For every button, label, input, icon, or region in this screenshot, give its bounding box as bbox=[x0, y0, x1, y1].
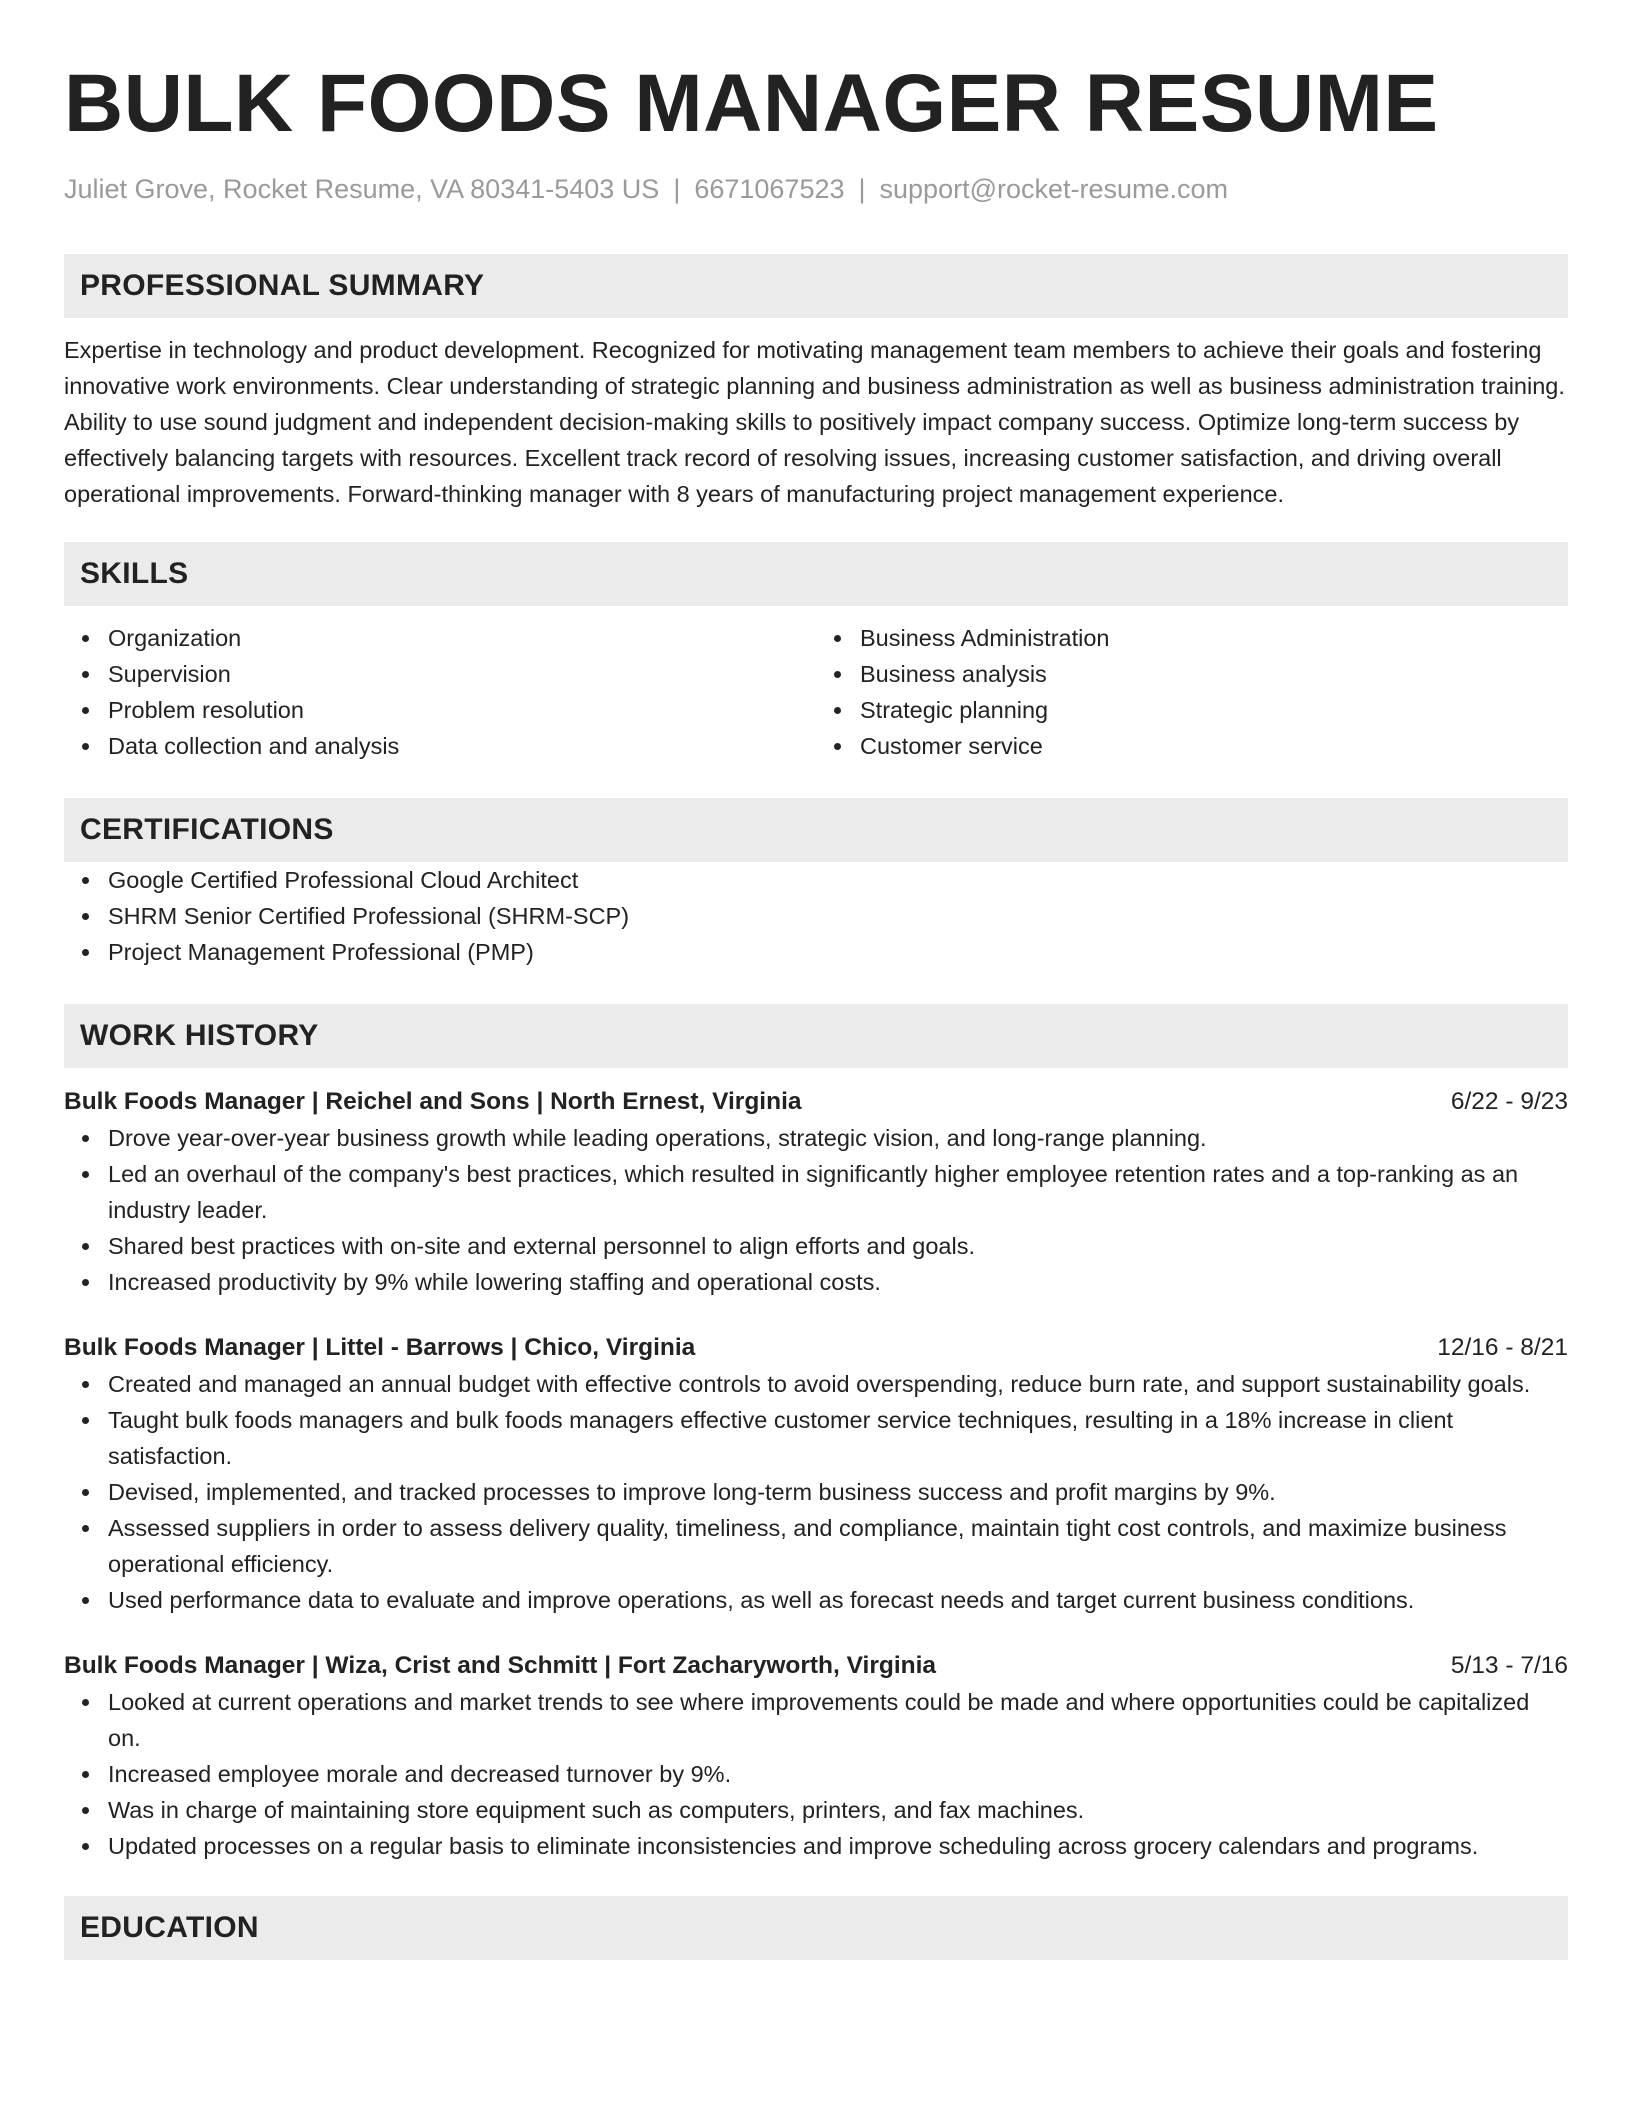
job-title: Bulk Foods Manager | Reichel and Sons | North Ernest, Virginia bbox=[64, 1088, 802, 1115]
job-bullet-list bbox=[64, 1684, 1568, 1864]
skills-list-right bbox=[816, 620, 1568, 764]
job-header bbox=[64, 1648, 1568, 1684]
bullet-dot-icon bbox=[82, 1135, 89, 1142]
job-entry bbox=[64, 1330, 1568, 1618]
skills-list-left bbox=[64, 620, 816, 764]
bullet-dot-icon bbox=[82, 707, 89, 714]
bullet-dot-icon bbox=[82, 1699, 89, 1706]
job-bullet-text: Devised, implemented, and tracked processes to improve long-term business success and profit margins by 9%. bbox=[108, 1479, 1276, 1505]
job-bullet bbox=[108, 1756, 1568, 1792]
job-title: Bulk Foods Manager | Littel - Barrows | Chico, Virginia bbox=[64, 1334, 696, 1361]
contact-separator: | bbox=[673, 174, 681, 204]
certification-item-text: Google Certified Professional Cloud Architect bbox=[108, 867, 579, 893]
bullet-dot-icon bbox=[82, 671, 89, 678]
job-bullet-list bbox=[64, 1366, 1568, 1618]
skill-item-text: Supervision bbox=[108, 661, 231, 687]
skill-item-text: Customer service bbox=[860, 733, 1043, 759]
bullet-dot-icon bbox=[82, 743, 89, 750]
job-bullet-text: Taught bulk foods managers and bulk foods managers effective customer service techniques, resulting in a 18% increase in client satisfaction. bbox=[108, 1407, 1454, 1469]
skill-item-text: Problem resolution bbox=[108, 697, 304, 723]
job-bullet-text: Shared best practices with on-site and external personnel to align efforts and goals. bbox=[108, 1233, 975, 1259]
job-entry bbox=[64, 1648, 1568, 1864]
certifications-heading: CERTIFICATIONS bbox=[64, 798, 1568, 862]
skill-item-text: Organization bbox=[108, 625, 242, 651]
bullet-dot-icon bbox=[82, 1381, 89, 1388]
skill-item-text: Business analysis bbox=[860, 661, 1047, 687]
bullet-dot-icon bbox=[82, 877, 89, 884]
job-bullet bbox=[108, 1228, 1568, 1264]
skill-item-text: Business Administration bbox=[860, 625, 1110, 651]
job-bullet-text: Created and managed an annual budget with effective controls to avoid overspending, reduce burn rate, and support sustainability goals. bbox=[108, 1371, 1531, 1397]
job-bullet bbox=[108, 1792, 1568, 1828]
summary-heading: PROFESSIONAL SUMMARY bbox=[64, 254, 1568, 318]
job-dates: 5/13 - 7/16 bbox=[1450, 1652, 1568, 1679]
bullet-dot-icon bbox=[834, 707, 841, 714]
bullet-dot-icon bbox=[834, 743, 841, 750]
contact-phone: 6671067523 bbox=[694, 174, 845, 204]
job-bullet bbox=[108, 1582, 1568, 1618]
job-title: Bulk Foods Manager | Wiza, Crist and Schmitt | Fort Zacharyworth, Virginia bbox=[64, 1652, 937, 1679]
job-header bbox=[64, 1084, 1568, 1120]
skills-grid bbox=[64, 620, 1568, 764]
bullet-dot-icon bbox=[82, 1171, 89, 1178]
job-bullet-text: Updated processes on a regular basis to eliminate inconsistencies and improve scheduling across grocery calendars and programs. bbox=[108, 1833, 1479, 1859]
contact-email: support@rocket-resume.com bbox=[879, 174, 1229, 204]
job-bullet bbox=[108, 1156, 1568, 1228]
job-bullet-list bbox=[64, 1120, 1568, 1300]
bullet-dot-icon bbox=[82, 1597, 89, 1604]
job-dates: 12/16 - 8/21 bbox=[1437, 1334, 1568, 1361]
job-bullet-text: Looked at current operations and market trends to see where improvements could be made and where opportunities could be capitalized on. bbox=[108, 1689, 1530, 1751]
job-bullet bbox=[108, 1684, 1568, 1756]
skill-item bbox=[860, 728, 1568, 764]
skill-item bbox=[108, 656, 816, 692]
bullet-dot-icon bbox=[82, 1489, 89, 1496]
skill-item bbox=[108, 692, 816, 728]
contact-address: Juliet Grove, Rocket Resume, VA 80341-5403 US bbox=[64, 174, 660, 204]
certification-item bbox=[108, 934, 1568, 970]
certification-item bbox=[108, 898, 1568, 934]
skills-heading: SKILLS bbox=[64, 542, 1568, 606]
bullet-dot-icon bbox=[82, 1807, 89, 1814]
bullet-dot-icon bbox=[82, 1243, 89, 1250]
skill-item bbox=[860, 692, 1568, 728]
job-bullet bbox=[108, 1120, 1568, 1156]
job-bullet bbox=[108, 1474, 1568, 1510]
resume-title: BULK FOODS MANAGER RESUME bbox=[64, 58, 1439, 149]
job-dates: 6/22 - 9/23 bbox=[1450, 1088, 1568, 1115]
job-bullet-text: Was in charge of maintaining store equipment such as computers, printers, and fax machines. bbox=[108, 1797, 1085, 1823]
education-heading: EDUCATION bbox=[64, 1896, 1568, 1960]
job-bullet bbox=[108, 1366, 1568, 1402]
job-bullet-text: Assessed suppliers in order to assess delivery quality, timeliness, and compliance, maintain tight cost controls, and maximize business operational efficiency. bbox=[108, 1515, 1507, 1577]
bullet-dot-icon bbox=[82, 913, 89, 920]
bullet-dot-icon bbox=[834, 671, 841, 678]
bullet-dot-icon bbox=[834, 635, 841, 642]
bullet-dot-icon bbox=[82, 1771, 89, 1778]
job-bullet bbox=[108, 1402, 1568, 1474]
skill-item bbox=[860, 656, 1568, 692]
job-header bbox=[64, 1330, 1568, 1366]
certifications-list bbox=[64, 862, 1568, 970]
certification-item-text: SHRM Senior Certified Professional (SHRM-SCP) bbox=[108, 903, 630, 929]
contact-line bbox=[64, 172, 1568, 206]
job-bullet-text: Increased productivity by 9% while lowering staffing and operational costs. bbox=[108, 1269, 881, 1295]
certification-item bbox=[108, 862, 1568, 898]
certification-item-text: Project Management Professional (PMP) bbox=[108, 939, 534, 965]
job-entry bbox=[64, 1084, 1568, 1300]
work-history-heading: WORK HISTORY bbox=[64, 1004, 1568, 1068]
skills-column-right bbox=[816, 620, 1568, 764]
bullet-dot-icon bbox=[82, 1279, 89, 1286]
job-bullet bbox=[108, 1510, 1568, 1582]
skill-item bbox=[108, 728, 816, 764]
job-bullet-text: Led an overhaul of the company's best practices, which resulted in significantly higher employee retention rates and a top-ranking as an industry leader. bbox=[108, 1161, 1519, 1223]
job-bullet-text: Used performance data to evaluate and improve operations, as well as forecast needs and target current business conditions. bbox=[108, 1587, 1415, 1613]
bullet-dot-icon bbox=[82, 1843, 89, 1850]
bullet-dot-icon bbox=[82, 949, 89, 956]
contact-separator: | bbox=[858, 174, 866, 204]
summary-text: Expertise in technology and product development. Recognized for motivating management team members to achieve their goals and fostering innovative work environments. Clear understanding of strategic planning and business administration as well as business administration training. Ability to use sound judgment and independent decision-making skills to positively impact company success. Optimize long-term success by effectively balancing targets with resources. Excellent track record of resolving issues, increasing customer satisfaction, and driving overall operational improvements. Forward-thinking manager with 8 years of manufacturing project management experience. bbox=[64, 337, 1565, 507]
skill-item-text: Data collection and analysis bbox=[108, 733, 400, 759]
skill-item bbox=[860, 620, 1568, 656]
bullet-dot-icon bbox=[82, 1525, 89, 1532]
skill-item bbox=[108, 620, 816, 656]
work-history-list bbox=[64, 1084, 1568, 1864]
job-bullet-text: Increased employee morale and decreased turnover by 9%. bbox=[108, 1761, 732, 1787]
bullet-dot-icon bbox=[82, 635, 89, 642]
skill-item-text: Strategic planning bbox=[860, 697, 1049, 723]
job-bullet bbox=[108, 1264, 1568, 1300]
job-bullet-text: Drove year-over-year business growth while leading operations, strategic vision, and long-range planning. bbox=[108, 1125, 1207, 1151]
skills-column-left bbox=[64, 620, 816, 764]
job-bullet bbox=[108, 1828, 1568, 1864]
bullet-dot-icon bbox=[82, 1417, 89, 1424]
